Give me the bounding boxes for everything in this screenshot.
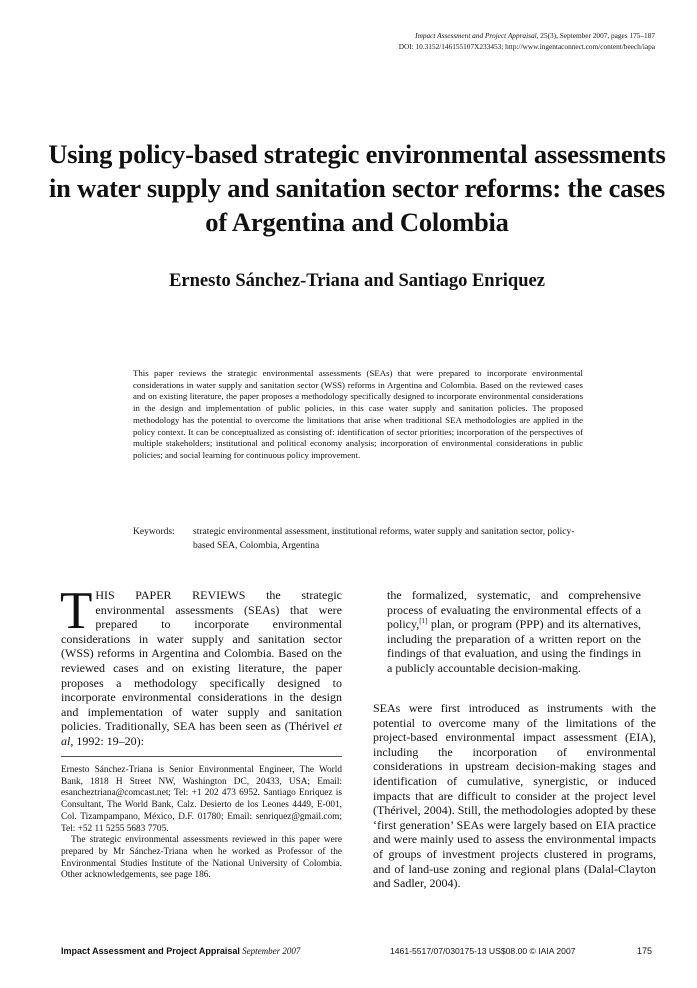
keywords-label: Keywords: bbox=[133, 527, 175, 537]
page-number: 175 bbox=[637, 946, 653, 956]
body-column-right bbox=[373, 701, 656, 891]
acknowledgement-note: The strategic environmental assessments reviewed in this paper were prepared by Mr Sánchez-Triana when he worked as Professor of the Environmental Studies Institute of the National University of Colombia. Other acknowledgements, see page 186. bbox=[61, 835, 342, 881]
footer-date: September 2007 bbox=[239, 946, 301, 956]
doi-line: DOI: 10.3152/146155107X233453; http://www.ingentaconnect.com/content/beech/iapa bbox=[398, 42, 655, 51]
abstract: This paper reviews the strategic environmental assessments (SEAs) that were prepared to incorporate environmental considerations in water supply and sanitation sector (WSS) reforms in Argentina and Colombia. Based on the reviewed cases and on existing literature, the paper proposes a methodology specifically designed to incorporate environmental considerations in the design and implementation of public policies, in this case water supply and sanitation policies. The proposed methodology has the potential to overcome the limitations that arise when traditional SEA methodologies are applied in the policy context. It can be conceptualized as consisting of: identification of sector priorities; incorporation of the perspectives of multiple stakeholders; institutional and political economy analysis; incorporation of environmental considerations in public policies; and social learning for continuous policy improvement. bbox=[133, 368, 583, 460]
paper-title: Using policy-based strategic environmental assessments in water supply and sanitation sector reforms: the cases of Argentina and Colombia bbox=[48, 139, 666, 237]
author-affiliations: Ernesto Sánchez-Triana is Senior Environmental Engineer, The World Bank, 1818 H Street NW, Washington DC, 20433, USA; Email: esancheztriana@comcast.net; Tel: +1 202 473 6952. Santiago Enriquez is Consultant, The World Bank, Calz. Desierto de los Leones 4449, E-001, Col. Tizampampano, México, D.F. 01780; Email: senriquez@gmail.com; Tel: +52 11 5255 5683 7705. bbox=[61, 765, 342, 834]
footer-journal bbox=[61, 946, 300, 956]
drop-cap: T bbox=[60, 582, 93, 640]
block-quote bbox=[387, 588, 641, 676]
author-names: Ernesto Sánchez-Triana and Santiago Enriquez bbox=[169, 271, 545, 291]
footnote-divider bbox=[61, 756, 342, 757]
intro-text: the strategic environmental assessments (SEAs) that were prepared to incorporate environmental considerations in water supply and sanitation sector (WSS) reforms in Argentina and Colombia. Based on the reviewed cases and on existing literature, the paper proposes a methodology specifically designed to incorporate environmental considerations in the design and implementation of water supply and sanitation policies. Traditionally, SEA has been seen as (Thérivel bbox=[61, 588, 342, 734]
journal-name: Impact Assessment and Project Appraisal bbox=[415, 31, 537, 40]
running-header bbox=[399, 30, 655, 52]
reference-marker[interactable]: [1] bbox=[419, 617, 428, 626]
footer-journal-name: Impact Assessment and Project Appraisal bbox=[61, 946, 240, 956]
author-footnote bbox=[61, 765, 342, 882]
keywords-text: strategic environmental assessment, institutional reforms, water supply and sanitation sector, policy-based SEA, Colombia, Argentina bbox=[193, 527, 575, 551]
quote-text-b: plan, or program (PPP) and its alternatives, including the preparation of a written report on the findings of that evaluation, and using the findings in a publicly accountable decision-making. bbox=[387, 617, 641, 675]
footer-code: 1461-5517/07/030175-13 US$08.00 © IAIA 2007 bbox=[390, 946, 576, 956]
body-paragraph: SEAs were first introduced as instruments with the potential to overcome many of the limitations of the project-based environmental impact assessment (EIA), including the incorporation of environmental considerations in upstream decision-making stages and identification of cumulative, synergistic, or induced impacts that are difficult to consider at the project level (Thérivel, 2004). Still, the methodologies adopted by these ‘first generation’ SEAs were largely based on EIA practice and were mainly used to assess the environmental impacts of groups of investment projects clustered in programs, and of land-use zoning and regional plans (Dalal-Clayton and Sadler, 2004). bbox=[373, 701, 656, 891]
lead-caps: HIS PAPER REVIEWS bbox=[95, 588, 246, 602]
quote-text-a: the formalized, systematic, and comprehensive process of evaluating the environmental effects of a policy, bbox=[387, 588, 641, 632]
intro-end: , 1992: 19–20): bbox=[70, 733, 145, 748]
issue-info: , 25(3), September 2007, pages 175–187 bbox=[536, 31, 655, 40]
et-al: et al bbox=[61, 719, 342, 748]
body-column-left bbox=[60, 582, 342, 749]
